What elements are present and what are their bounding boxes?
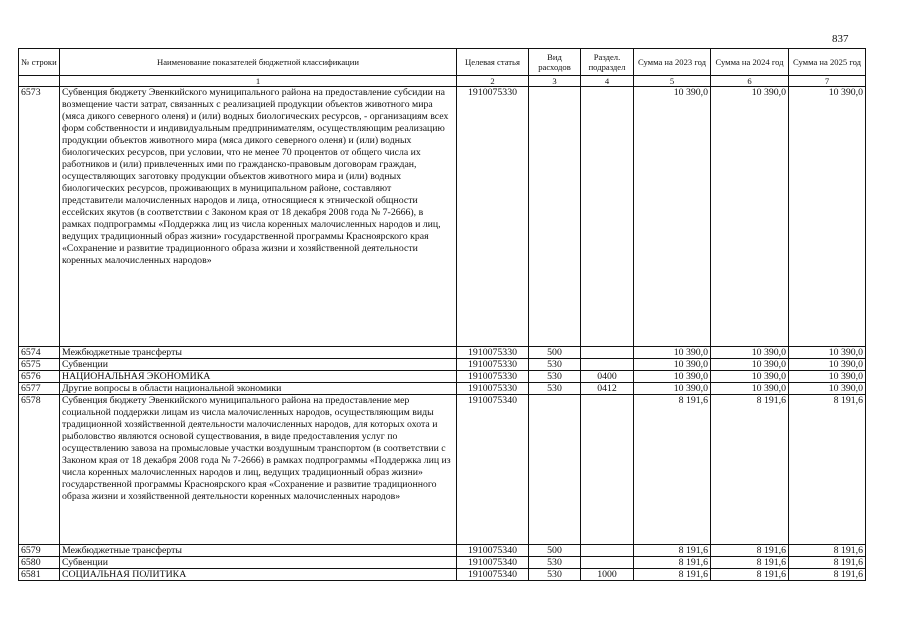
column-number: 6 [711, 76, 789, 87]
row-number: 6576 [19, 371, 60, 383]
row-code: 1910075330 [457, 347, 529, 359]
row-number: 6580 [19, 557, 60, 569]
row-razd [581, 545, 634, 557]
row-number: 6578 [19, 395, 60, 545]
column-number: 2 [457, 76, 529, 87]
row-number: 6573 [19, 87, 60, 347]
header-sum-2024: Сумма на 2024 год [711, 49, 789, 76]
row-sum-2023: 8 191,6 [634, 557, 711, 569]
row-sum-2025: 10 390,0 [789, 347, 866, 359]
row-code: 1910075340 [457, 557, 529, 569]
row-razd [581, 87, 634, 347]
row-code: 1910075330 [457, 359, 529, 371]
row-razd: 0400 [581, 371, 634, 383]
table-row [19, 557, 866, 569]
row-vid: 530 [529, 569, 581, 581]
row-razd: 0412 [581, 383, 634, 395]
header-sum-2025: Сумма на 2025 год [789, 49, 866, 76]
row-sum-2024: 8 191,6 [711, 545, 789, 557]
row-sum-2024: 8 191,6 [711, 557, 789, 569]
column-number: 5 [634, 76, 711, 87]
row-name: Другие вопросы в области национальной экономики [60, 383, 457, 395]
table-row [19, 395, 866, 545]
row-sum-2023: 10 390,0 [634, 383, 711, 395]
row-code: 1910075340 [457, 545, 529, 557]
row-code: 1910075340 [457, 569, 529, 581]
column-number: 3 [529, 76, 581, 87]
page-number: 837 [832, 33, 849, 45]
row-name: НАЦИОНАЛЬНАЯ ЭКОНОМИКА [60, 371, 457, 383]
row-code: 1910075330 [457, 87, 529, 347]
row-name: Межбюджетные трансферты [60, 545, 457, 557]
row-sum-2025: 8 191,6 [789, 395, 866, 545]
row-sum-2024: 10 390,0 [711, 359, 789, 371]
row-sum-2023: 10 390,0 [634, 87, 711, 347]
table-row [19, 347, 866, 359]
row-sum-2024: 8 191,6 [711, 395, 789, 545]
row-name: Межбюджетные трансферты [60, 347, 457, 359]
row-sum-2025: 8 191,6 [789, 545, 866, 557]
row-sum-2023: 10 390,0 [634, 371, 711, 383]
row-name: СОЦИАЛЬНАЯ ПОЛИТИКА [60, 569, 457, 581]
header-row-no: № строки [19, 49, 60, 76]
row-sum-2024: 10 390,0 [711, 371, 789, 383]
budget-table [18, 48, 866, 581]
table-row [19, 87, 866, 347]
column-number: 7 [789, 76, 866, 87]
row-sum-2025: 10 390,0 [789, 371, 866, 383]
row-sum-2023: 10 390,0 [634, 347, 711, 359]
row-name: Субвенция бюджету Эвенкийского муниципального района на предоставление мер социальной поддержки лицам из числа малочисленных народов, осуществляющим виды традиционной хозяйственной деятельности малочисленных народов, для которых охота и рыболовство являются основой существования, в виде предоставления услуг по осуществлению завоза на промысловые участки воздушным транспортом (в соответствии с Законом края от 18 декабря 2008 года № 7-2666) в рамках подпрограммы «Поддержка лиц из числа коренных малочисленных народов и лиц, ведущих традиционный образ жизни» государственной программы Красноярского края «Сохранение и развитие традиционного образа жизни и хозяйственной деятельности коренных малочисленных народов» [60, 395, 457, 545]
row-sum-2024: 10 390,0 [711, 347, 789, 359]
row-sum-2025: 10 390,0 [789, 87, 866, 347]
table-row [19, 545, 866, 557]
row-name: Субвенции [60, 557, 457, 569]
row-vid: 530 [529, 383, 581, 395]
row-name: Субвенция бюджету Эвенкийского муниципального района на предоставление субсидии на возмещение части затрат, связанных с реализацией продукции объектов животного мира (мяса дикого северного оленя) и (или) водных биологических ресурсов, - организациям всех форм собственности и индивидуальным предпринимателям, осуществляющим реализацию продукции объектов животного мира (мяса дикого северного оленя) и (или) водных биологических ресурсов, при условии, что не менее 70 процентов от общего числа их работников и (или) привлеченных ими по гражданско-правовым договорам граждан, осуществляющих заготовку продукции объектов животного мира и (или) водных биологических ресурсов, проживающих в муниципальном районе, составляют представители малочисленных народов и лица, относящиеся к этнической общности ессейских якутов (в соответствии с Законом края от 18 декабря 2008 года № 7-2666), в рамках подпрограммы «Поддержка лиц из числа коренных малочисленных народов и лиц, ведущих традиционный образ жизни» государственной программы Красноярского края «Сохранение и развитие традиционного образа жизни и хозяйственной деятельности коренных малочисленных народов» [60, 87, 457, 347]
row-sum-2024: 10 390,0 [711, 87, 789, 347]
row-sum-2023: 8 191,6 [634, 569, 711, 581]
table-row [19, 359, 866, 371]
row-vid: 530 [529, 557, 581, 569]
header-vid: Вид расходов [529, 49, 581, 76]
row-name: Субвенции [60, 359, 457, 371]
row-razd [581, 347, 634, 359]
row-vid: 500 [529, 545, 581, 557]
row-number: 6579 [19, 545, 60, 557]
column-number [19, 76, 60, 87]
row-sum-2024: 10 390,0 [711, 383, 789, 395]
row-vid [529, 87, 581, 347]
header-razd: Раздел. подраздел [581, 49, 634, 76]
row-sum-2024: 8 191,6 [711, 569, 789, 581]
row-vid [529, 395, 581, 545]
row-number: 6575 [19, 359, 60, 371]
row-number: 6577 [19, 383, 60, 395]
row-code: 1910075330 [457, 371, 529, 383]
row-sum-2023: 8 191,6 [634, 395, 711, 545]
header-row [19, 49, 866, 76]
header-code: Целевая статья [457, 49, 529, 76]
column-number: 4 [581, 76, 634, 87]
table-row [19, 371, 866, 383]
table-row [19, 569, 866, 581]
row-code: 1910075330 [457, 383, 529, 395]
row-sum-2025: 8 191,6 [789, 557, 866, 569]
row-sum-2023: 8 191,6 [634, 545, 711, 557]
row-vid: 500 [529, 347, 581, 359]
row-sum-2025: 10 390,0 [789, 383, 866, 395]
row-razd [581, 557, 634, 569]
row-code: 1910075340 [457, 395, 529, 545]
row-razd: 1000 [581, 569, 634, 581]
table-row [19, 383, 866, 395]
row-vid: 530 [529, 371, 581, 383]
row-number: 6574 [19, 347, 60, 359]
row-sum-2023: 10 390,0 [634, 359, 711, 371]
row-razd [581, 359, 634, 371]
row-sum-2025: 8 191,6 [789, 569, 866, 581]
row-number: 6581 [19, 569, 60, 581]
row-vid: 530 [529, 359, 581, 371]
row-sum-2025: 10 390,0 [789, 359, 866, 371]
row-razd [581, 395, 634, 545]
column-number-row [19, 76, 866, 87]
column-number: 1 [60, 76, 457, 87]
header-sum-2023: Сумма на 2023 год [634, 49, 711, 76]
header-name: Наименование показателей бюджетной классификации [60, 49, 457, 76]
